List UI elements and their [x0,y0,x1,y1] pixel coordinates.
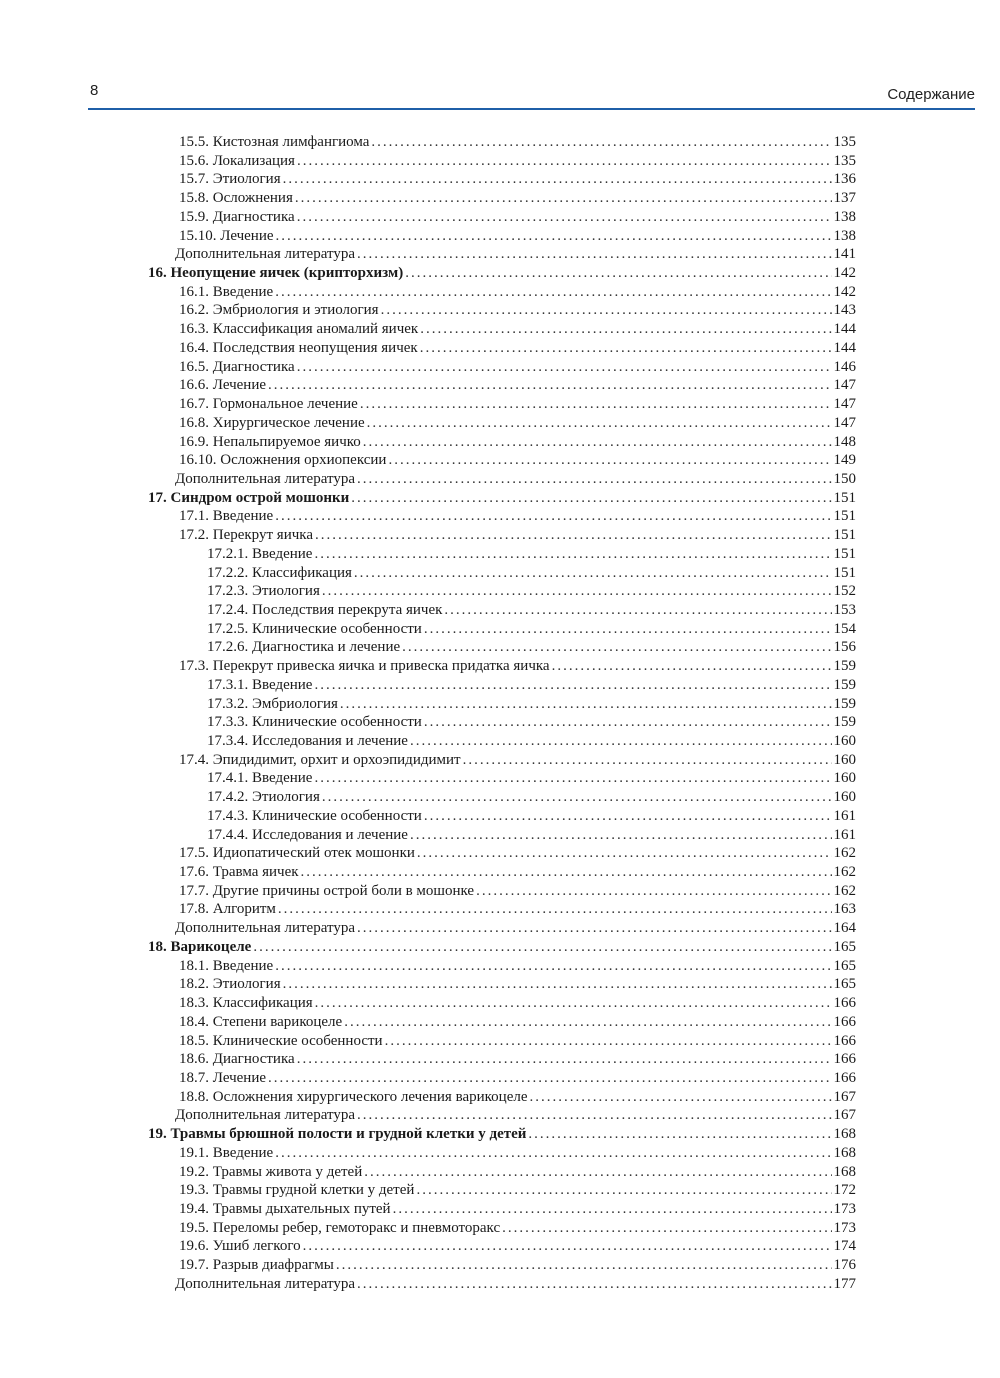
toc-leader-dots [388,451,831,470]
toc-entry [145,208,856,227]
toc-entry-title: 15.5. Кистозная лимфангиома [179,134,370,150]
toc-entry-title: 16.4. Последствия неопущения яичек [179,339,418,356]
toc-leader-dots [357,1106,832,1125]
toc-leader-dots [405,264,831,283]
toc-entry-page: 149 [833,452,856,469]
toc-entry [145,582,856,601]
toc-entry [145,545,856,564]
toc-entry-page: 166 [833,1032,856,1049]
toc-entry [145,227,856,246]
toc-entry [145,957,856,976]
toc-entry [145,676,856,695]
toc-entry-page: 165 [833,976,856,993]
toc-entry-page: 143 [833,302,856,319]
toc-entry-title: 19.3. Травмы грудной клетки у детей [179,1182,415,1199]
toc-leader-dots [424,620,832,639]
toc-entry-page: 159 [833,695,856,712]
toc-entry-title: 16.10. Осложнения орхиопексии [179,452,387,469]
toc-leader-dots [276,227,832,246]
toc-leader-dots [357,919,832,938]
toc-leader-dots [283,975,832,994]
toc-entry-page: 177 [833,1275,856,1292]
toc-leader-dots [268,1069,831,1088]
toc-entry-page: 162 [833,864,856,881]
toc-entry-page: 144 [833,339,856,356]
toc-entry-title: 19.6. Ушиб легкого [179,1238,301,1255]
toc-entry [145,358,856,377]
toc-entry-page: 168 [833,1144,856,1161]
toc-entry [145,1050,856,1069]
toc-entry-page: 166 [833,1013,856,1030]
toc-leader-dots [275,283,831,302]
toc-entry-title: 17.2.2. Классификация [207,564,352,581]
toc-entry-page: 144 [833,321,856,338]
toc-leader-dots [295,189,832,208]
toc-leader-dots [360,395,832,414]
toc-leader-dots [268,376,831,395]
toc-entry [145,788,856,807]
toc-entry-title: 16.9. Непальпируемое яичко [179,433,361,450]
toc-leader-dots [385,1032,832,1051]
toc-entry [145,657,856,676]
toc-entry-title: 17.4.4. Исследования и лечение [207,826,408,843]
toc-leader-dots [416,1181,831,1200]
toc-entry-page: 138 [833,208,856,225]
toc-references [145,245,856,264]
toc-entry [145,283,856,302]
toc-entry [145,994,856,1013]
toc-leader-dots [275,957,831,976]
toc-entry-page: 167 [833,1088,856,1105]
toc-entry-page: 153 [833,601,856,618]
toc-entry-title: 19. Травмы брюшной полости и грудной клетки у детей [148,1126,527,1143]
toc-entry [145,601,856,620]
toc-entry-title: 17.2.6. Диагностика и лечение [207,639,401,656]
toc-entry [145,1069,856,1088]
toc-leader-dots [354,564,832,583]
toc-entry [145,900,856,919]
toc-entry-page: 165 [833,938,856,955]
toc-entry-page: 160 [833,770,856,787]
toc-entry-title: 17. Синдром острой мошонки [148,489,350,506]
toc-leader-dots [301,863,832,882]
toc-entry [145,376,856,395]
toc-entry-page: 151 [833,527,856,544]
page-header [88,82,975,110]
toc-entry [145,526,856,545]
toc-leader-dots [283,170,832,189]
toc-entry-title: 17.5. Идиопатический отек мошонки [179,845,415,862]
toc-entry-page: 137 [833,190,856,207]
toc-entry-page: 160 [833,789,856,806]
toc-entry-page: 161 [833,826,856,843]
toc-leader-dots [253,938,831,957]
toc-entry-title: 16.7. Гормональное лечение [179,396,358,413]
toc-leader-dots [315,526,832,545]
toc-leader-dots [357,1275,832,1294]
page-number: 8 [90,82,99,99]
header-rule [88,108,975,110]
toc-leader-dots [371,133,831,152]
toc-entry-page: 135 [833,134,856,150]
toc-chapter [145,264,856,283]
toc-leader-dots [303,1237,832,1256]
toc-leader-dots [393,1200,832,1219]
toc-entry-title: 18.5. Клинические особенности [179,1032,383,1049]
toc-entry-page: 164 [833,920,856,937]
toc-entry [145,507,856,526]
toc-entry-title: 17.6. Травма яичек [179,864,299,881]
toc-entry-page: 160 [833,751,856,768]
toc-entry [145,751,856,770]
toc-entry [145,433,856,452]
toc-entry-title: 17.1. Введение [179,508,274,525]
toc-entry-title: 17.3.4. Исследования и лечение [207,733,408,749]
toc-entry [145,975,856,994]
toc-entry-page: 174 [833,1238,856,1255]
toc-entry [145,1032,856,1051]
toc-leader-dots [275,1144,831,1163]
toc-entry-title: 18.3. Классификация [179,995,313,1012]
toc-entry-page: 147 [833,414,856,431]
toc-leader-dots [357,470,832,489]
toc-leader-dots [402,638,831,657]
toc-entry-title: 17.4.2. Этиология [207,789,320,806]
toc-entry-page: 168 [833,1126,856,1143]
toc-entry-title: 17.8. Алгоритм [179,901,276,918]
toc-entry-title: 18.7. Лечение [179,1069,267,1086]
toc-entry-title: 17.4. Эпидидимит, орхит и орхоэпидидимит [179,751,461,768]
toc-entry-title: 16.6. Лечение [179,377,267,394]
toc-leader-dots [357,245,832,264]
toc-entry [145,713,856,732]
toc-entry-page: 161 [833,807,856,824]
toc-entry-page: 160 [833,733,856,749]
toc-leader-dots [297,152,832,171]
toc-entry-title: 15.7. Этиология [179,171,281,188]
toc-entry-title: 18. Варикоцеле [148,938,252,955]
toc-entry-page: 142 [833,283,856,300]
toc-entry-title: Дополнительная литература [175,1107,355,1124]
toc-leader-dots [502,1219,831,1238]
toc-entry [145,695,856,714]
toc-entry-page: 152 [833,583,856,600]
toc-references [145,919,856,938]
toc-entry-page: 166 [833,1069,856,1086]
toc-entry-title: 19.4. Травмы дыхательных путей [179,1200,391,1217]
toc-entry-page: 142 [833,265,856,282]
toc-entry-title: 15.10. Лечение [179,227,274,244]
toc-leader-dots [314,545,831,564]
toc-entry [145,339,856,358]
toc-leader-dots [322,788,832,807]
toc-entry-title: 17.4.1. Введение [207,770,313,787]
toc-entry-page: 151 [833,508,856,525]
toc-references [145,1275,856,1294]
toc-leader-dots [410,826,832,845]
toc-entry-page: 162 [833,845,856,862]
toc-entry [145,844,856,863]
toc-leader-dots [530,1088,832,1107]
toc-entry-page: 154 [833,620,856,637]
toc-entry-page: 135 [833,152,856,169]
toc-entry [145,882,856,901]
toc-entry-page: 166 [833,995,856,1012]
toc-entry-title: 18.4. Степени варикоцеле [179,1013,343,1030]
toc-entry-page: 151 [833,564,856,581]
toc-entry-page: 146 [833,358,856,375]
toc-entry [145,863,856,882]
toc-entry-page: 156 [833,639,856,656]
toc-entry-page: 148 [833,433,856,450]
toc-leader-dots [278,900,832,919]
toc-entry-title: 18.2. Этиология [179,976,281,993]
toc-entry-page: 147 [833,377,856,394]
toc-chapter [145,1125,856,1144]
toc-entry-title: 16.3. Классификация аномалий яичек [179,321,419,338]
toc-entry [145,732,856,751]
toc-entry-page: 151 [833,489,856,506]
toc-references [145,1106,856,1125]
toc-entry-title: 19.1. Введение [179,1144,274,1161]
toc-chapter [145,938,856,957]
toc-leader-dots [297,1050,832,1069]
toc-entry [145,395,856,414]
toc-entry-title: 15.6. Локализация [179,152,295,169]
toc-entry-title: 15.9. Диагностика [179,208,295,225]
toc-entry-page: 162 [833,882,856,899]
toc-entry-title: 17.4.3. Клинические особенности [207,807,422,824]
toc-entry-title: 17.3.2. Эмбриология [207,695,338,712]
section-title: Содержание [887,86,975,103]
toc-entry [145,1088,856,1107]
toc-entry [145,1181,856,1200]
toc-entry [145,1237,856,1256]
toc-entry-title: 18.8. Осложнения хирургического лечения варикоцеле [179,1088,528,1105]
toc-leader-dots [364,1163,831,1182]
toc-leader-dots [315,994,832,1013]
toc-entry [145,170,856,189]
toc-entry-page: 136 [833,171,856,188]
toc-entry [145,301,856,320]
toc-entry-page: 159 [833,658,856,675]
toc-entry-title: 19.7. Разрыв диафрагмы [179,1257,334,1274]
toc-entry [145,414,856,433]
toc-leader-dots [322,582,832,601]
toc-entry-title: 17.2.4. Последствия перекрута яичек [207,601,443,618]
toc-entry [145,451,856,470]
toc-entry [145,620,856,639]
toc-entry-page: 138 [833,227,856,244]
toc-leader-dots [552,657,832,676]
toc-entry-title: 17.2. Перекрут яичка [179,527,313,544]
toc-entry-page: 166 [833,1051,856,1068]
toc-entry [145,1163,856,1182]
toc-entry [145,564,856,583]
toc-entry-page: 159 [833,676,856,693]
toc-entry-page: 163 [833,901,856,918]
toc-entry-page: 165 [833,957,856,974]
toc-entry-title: 17.7. Другие причины острой боли в мошонке [179,882,475,899]
toc-entry-title: 16.2. Эмбриология и этиология [179,302,379,319]
toc-entry [145,1200,856,1219]
toc-leader-dots [336,1256,832,1275]
toc-entry-title: 17.2.1. Введение [207,545,313,562]
toc-leader-dots [314,676,831,695]
toc-entry-page: 151 [833,545,856,562]
toc-leader-dots [351,489,831,508]
toc-entry [145,807,856,826]
toc-entry-title: 19.5. Переломы ребер, гемоторакс и пневмоторакс [179,1219,501,1236]
toc-leader-dots [444,601,831,620]
toc-leader-dots [528,1125,831,1144]
table-of-contents [145,133,856,1294]
toc-entry [145,1219,856,1238]
toc-entry-page: 168 [833,1163,856,1180]
toc-entry-page: 173 [833,1219,856,1236]
toc-leader-dots [314,769,831,788]
toc-entry [145,1144,856,1163]
toc-entry-title: Дополнительная литература [175,1275,355,1292]
toc-leader-dots [424,713,832,732]
toc-leader-dots [417,844,832,863]
toc-entry-title: 16.8. Хирургическое лечение [179,414,365,431]
toc-entry-page: 147 [833,396,856,413]
toc-leader-dots [424,807,832,826]
toc-leader-dots [476,882,831,901]
toc-entry [145,1256,856,1275]
toc-entry-page: 173 [833,1200,856,1217]
toc-entry-page: 172 [833,1182,856,1199]
toc-entry-title: 17.3.1. Введение [207,676,313,693]
toc-entry-title: 17.3.3. Клинические особенности [207,714,422,731]
toc-leader-dots [275,507,831,526]
toc-entry [145,320,856,339]
toc-references [145,470,856,489]
toc-entry-title: 18.1. Введение [179,957,274,974]
toc-chapter [145,489,856,508]
toc-leader-dots [344,1013,831,1032]
toc-entry-title: 16. Неопущение яичек (крипторхизм) [148,265,404,282]
toc-leader-dots [297,358,832,377]
toc-leader-dots [463,751,832,770]
toc-entry-title: 15.8. Осложнения [179,190,293,207]
toc-entry-title: 18.6. Диагностика [179,1051,295,1068]
toc-entry-title: Дополнительная литература [175,470,355,487]
toc-entry-page: 159 [833,714,856,731]
toc-leader-dots [420,320,831,339]
toc-entry-title: 16.1. Введение [179,283,274,300]
toc-entry-title: 17.3. Перекрут привеска яичка и привеска придатка яичка [179,658,550,675]
toc-entry-title: 16.5. Диагностика [179,358,295,375]
toc-entry [145,1013,856,1032]
toc-leader-dots [363,433,832,452]
toc-entry [145,133,856,152]
toc-leader-dots [340,695,832,714]
toc-entry-title: 19.2. Травмы живота у детей [179,1163,363,1180]
toc-entry-page: 150 [833,470,856,487]
toc-leader-dots [410,732,832,751]
toc-entry-page: 141 [833,246,856,263]
toc-entry [145,769,856,788]
toc-entry [145,189,856,208]
toc-leader-dots [420,339,832,358]
toc-leader-dots [367,414,832,433]
toc-entry-title: 17.2.3. Этиология [207,583,320,600]
toc-entry [145,638,856,657]
toc-leader-dots [381,301,832,320]
toc-entry-page: 176 [833,1257,856,1274]
toc-entry-title: Дополнительная литература [175,920,355,937]
toc-entry [145,152,856,171]
toc-leader-dots [297,208,832,227]
toc-entry-title: 17.2.5. Клинические особенности [207,620,422,637]
toc-entry-title: Дополнительная литература [175,246,355,263]
toc-entry [145,826,856,845]
toc-entry-page: 167 [833,1107,856,1124]
